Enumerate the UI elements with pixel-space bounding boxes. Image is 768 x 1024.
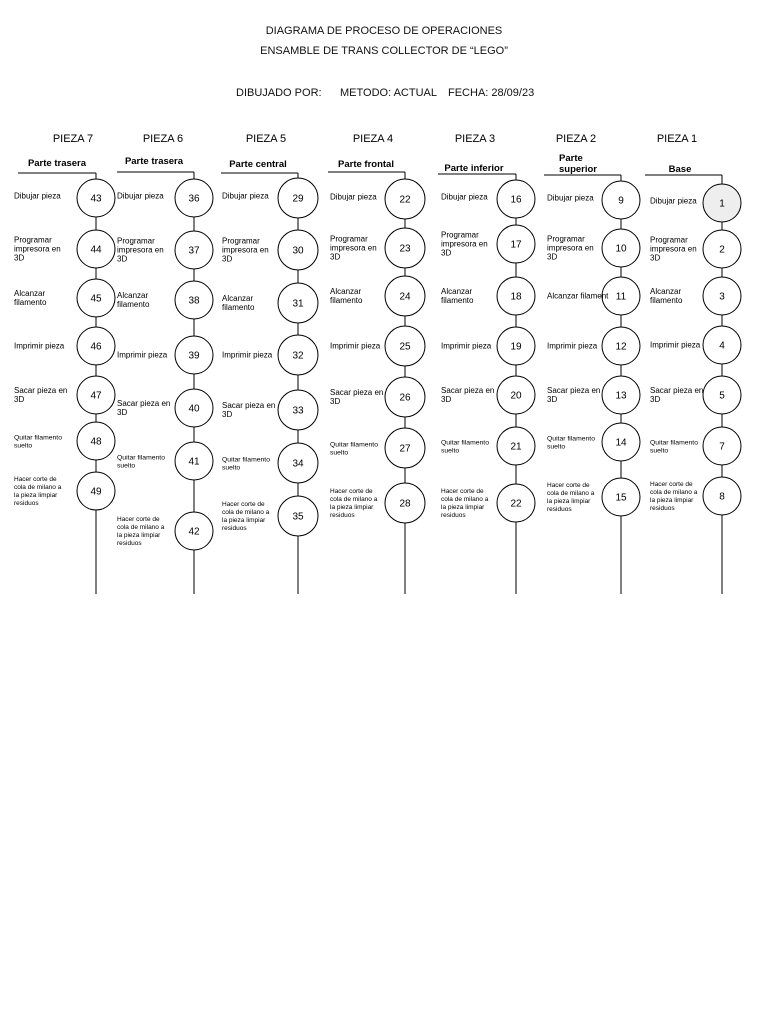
- operation-label: Dibujar pieza: [650, 196, 697, 206]
- operation-label: Quitar filamento suelto: [330, 441, 378, 457]
- pieza-2-part-label: Parte: [559, 153, 583, 164]
- operation-number-40: 40: [188, 403, 200, 415]
- operation-label: Hacer corte de cola de milano a la pieza limpiar residuos: [14, 476, 62, 508]
- operation-label: Quitar filamento suelto: [117, 454, 165, 470]
- pieza-2-part-label: superior: [559, 164, 598, 175]
- operation-number-26: 26: [399, 392, 411, 404]
- operation-number-46: 46: [90, 341, 102, 353]
- operation-label: Quitar filamento suelto: [547, 435, 595, 451]
- operation-number-3: 3: [719, 291, 725, 303]
- operation-number-23: 23: [399, 243, 411, 255]
- operation-number-29: 29: [292, 193, 304, 205]
- operation-label: Quitar filamento suelto: [222, 456, 270, 472]
- operation-number-8: 8: [719, 491, 725, 503]
- operation-number-18: 18: [510, 291, 522, 303]
- operation-label: Programar impresora en 3D: [650, 235, 697, 263]
- operation-label: Programar impresora en 3D: [441, 230, 488, 258]
- operation-number-1: 1: [719, 198, 725, 210]
- operation-number-25: 25: [399, 341, 411, 353]
- operation-number-19: 19: [510, 341, 522, 353]
- operation-label: Dibujar pieza: [330, 192, 377, 202]
- operation-number-38: 38: [188, 295, 200, 307]
- operation-label: Sacar pieza en 3D: [14, 386, 68, 405]
- operation-label: Imprimir pieza: [330, 341, 381, 351]
- operation-number-42: 42: [188, 526, 200, 538]
- diagram-subtitle: ENSAMBLE DE TRANS COLLECTOR DE “LEGO”: [260, 45, 508, 57]
- operation-number-45: 45: [90, 293, 102, 305]
- operation-label: Alcanzar filamento: [441, 287, 474, 306]
- operation-number-27: 27: [399, 443, 411, 455]
- operation-label: Programar impresora en 3D: [14, 235, 61, 263]
- operation-number-37: 37: [188, 245, 200, 257]
- operation-label: Dibujar pieza: [547, 193, 594, 203]
- operation-number-12: 12: [615, 341, 627, 353]
- operation-label: Programar impresora en 3D: [547, 234, 594, 262]
- operation-label: Sacar pieza en 3D: [441, 386, 495, 405]
- operation-number-7: 7: [719, 441, 725, 453]
- operation-number-41: 41: [188, 456, 200, 468]
- operation-number-15: 15: [615, 492, 627, 504]
- operation-label: Hacer corte de cola de milano a la pieza limpiar residuos: [650, 481, 698, 513]
- pieza-3-heading: PIEZA 3: [454, 133, 496, 145]
- operation-label: Hacer corte de cola de milano a la pieza limpiar residuos: [222, 501, 270, 533]
- operation-number-48: 48: [90, 436, 102, 448]
- operation-number-4: 4: [719, 340, 725, 352]
- date-label: FECHA: 28/09/23: [448, 87, 535, 99]
- operation-number-16: 16: [510, 194, 522, 206]
- operation-label: Quitar filamento suelto: [441, 439, 489, 455]
- operation-label: Imprimir pieza: [441, 341, 492, 351]
- operation-label: Alcanzar filamento: [14, 289, 47, 308]
- operation-number-49: 49: [90, 486, 102, 498]
- operation-label: Quitar filamento suelto: [14, 434, 62, 450]
- operation-number-21: 21: [510, 441, 522, 453]
- diagram-title: DIAGRAMA DE PROCESO DE OPERACIONES: [265, 25, 503, 37]
- operation-label: Imprimir pieza: [547, 341, 598, 351]
- pieza-6-heading: PIEZA 6: [142, 133, 184, 145]
- operation-label: Dibujar pieza: [441, 192, 488, 202]
- operation-number-22: 22: [510, 498, 522, 510]
- operation-number-9: 9: [618, 195, 624, 207]
- pieza-7-part-label: Parte trasera: [27, 158, 87, 169]
- operation-label: Sacar pieza en 3D: [547, 386, 601, 405]
- operation-label: Sacar pieza en 3D: [222, 401, 276, 420]
- operation-label: Sacar pieza en 3D: [330, 388, 384, 407]
- operation-number-33: 33: [292, 405, 304, 417]
- pieza-7-heading: PIEZA 7: [52, 133, 94, 145]
- operation-label: Programar impresora en 3D: [117, 236, 164, 264]
- pieza-5-heading: PIEZA 5: [245, 133, 287, 145]
- operation-label: Quitar filamento suelto: [650, 439, 698, 455]
- operation-label: Hacer corte de cola de milano a la pieza limpiar residuos: [117, 516, 165, 548]
- operation-label: Alcanzar filamento: [650, 287, 683, 306]
- operation-number-2: 2: [719, 244, 725, 256]
- operation-label: Alcanzar filamento: [330, 287, 363, 306]
- pieza-1-heading: PIEZA 1: [656, 133, 698, 145]
- operation-number-22: 22: [399, 194, 411, 206]
- operation-number-28: 28: [399, 498, 411, 510]
- operation-number-10: 10: [615, 243, 627, 255]
- operation-label: Dibujar pieza: [14, 191, 61, 201]
- operation-number-36: 36: [188, 193, 200, 205]
- operation-number-31: 31: [292, 298, 304, 310]
- operation-label: Alcanzar filamento: [222, 294, 255, 313]
- operation-number-44: 44: [90, 244, 102, 256]
- operation-number-32: 32: [292, 350, 304, 362]
- operation-number-17: 17: [510, 239, 522, 251]
- drawn-by-label: DIBUJADO POR:: [236, 87, 322, 99]
- method-label: METODO: ACTUAL: [340, 87, 437, 99]
- operation-number-13: 13: [615, 390, 627, 402]
- operation-label: Programar impresora en 3D: [222, 236, 269, 264]
- operation-label: Hacer corte de cola de milano a la pieza limpiar residuos: [441, 488, 489, 520]
- operation-label: Hacer corte de cola de milano a la pieza limpiar residuos: [547, 482, 595, 514]
- pieza-3-part-label: Parte inferior: [444, 163, 504, 174]
- operation-number-30: 30: [292, 245, 304, 257]
- operation-label: Sacar pieza en 3D: [650, 386, 704, 405]
- pieza-6-part-label: Parte trasera: [124, 156, 184, 167]
- operation-label: Imprimir pieza: [650, 340, 701, 350]
- pieza-4-heading: PIEZA 4: [352, 133, 394, 145]
- operation-label: Alcanzar filamento: [117, 291, 150, 310]
- operation-number-24: 24: [399, 291, 411, 303]
- operation-label: Dibujar pieza: [222, 191, 269, 201]
- operation-number-35: 35: [292, 511, 304, 523]
- operation-number-34: 34: [292, 458, 304, 470]
- operation-label: Hacer corte de cola de milano a la pieza limpiar residuos: [330, 488, 378, 520]
- pieza-1-part-label: Base: [668, 164, 692, 175]
- pieza-4-part-label: Parte frontal: [338, 159, 394, 170]
- pieza-2-heading: PIEZA 2: [555, 133, 597, 145]
- operation-label: Programar impresora en 3D: [330, 234, 377, 262]
- operation-label: Alcanzar filament: [547, 291, 609, 301]
- operation-number-11: 11: [615, 291, 627, 303]
- operation-number-5: 5: [719, 390, 725, 402]
- operation-number-14: 14: [615, 437, 627, 449]
- operation-number-39: 39: [188, 350, 200, 362]
- operation-label: Dibujar pieza: [117, 191, 164, 201]
- operation-label: Imprimir pieza: [117, 350, 168, 360]
- pieza-5-part-label: Parte central: [229, 159, 287, 170]
- operation-label: Imprimir pieza: [14, 341, 65, 351]
- operation-number-47: 47: [90, 390, 102, 402]
- operation-label: Sacar pieza en 3D: [117, 399, 171, 418]
- operation-number-20: 20: [510, 390, 522, 402]
- operation-number-43: 43: [90, 193, 102, 205]
- operation-label: Imprimir pieza: [222, 350, 273, 360]
